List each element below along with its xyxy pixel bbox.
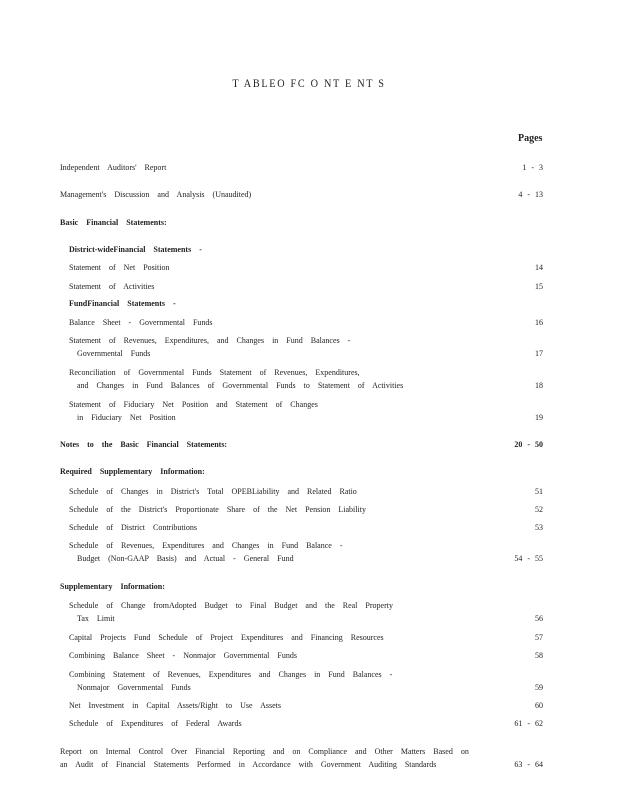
toc-entry-page: 14	[535, 263, 543, 272]
toc-entry-label: Statement of Net Position	[69, 263, 170, 272]
toc-entry-page: 1 - 3	[522, 163, 543, 172]
toc-entry-page: 56	[535, 614, 543, 623]
toc-entry-label: FundFinancial Statements -	[69, 299, 176, 308]
toc-entry-label: Statement of Revenues, Expenditures, and Changes in Fund Balances -	[69, 336, 351, 345]
toc-entry-page: 57	[535, 633, 543, 642]
toc-entry-page: 4 - 13	[518, 190, 543, 199]
toc-entry-label-continued: Governmental Funds	[77, 349, 151, 358]
toc-entry-page: 58	[535, 651, 543, 660]
toc-entry-page: 16	[535, 318, 543, 327]
toc-entry-label: Reconciliation of Governmental Funds Statement of Revenues, Expenditures,	[69, 368, 360, 377]
toc-entry-page: 59	[535, 683, 543, 692]
toc-entry-label: Schedule of Change fromAdopted Budget to Final Budget and the Real Property	[69, 601, 393, 610]
toc-entry-label: Statement of Fiduciary Net Position and Statement of Changes	[69, 400, 318, 409]
toc-entry-label: Capital Projects Fund Schedule of Project Expenditures and Financing Resources	[69, 633, 384, 642]
toc-entry-page: 60	[535, 701, 543, 710]
toc-entry-label: Statement of Activities	[69, 282, 155, 291]
toc-entry-label-continued: Nonmajor Governmental Funds	[77, 683, 191, 692]
toc-entry-label: Management's Discussion and Analysis (Unaudited)	[60, 190, 252, 199]
toc-entry-label: Combining Statement of Revenues, Expenditures and Changes in Fund Balances -	[69, 670, 393, 679]
toc-entry-label-continued: Budget (Non-GAAP Basis) and Actual - General Fund	[77, 554, 294, 563]
page-title: T ABLEO FC O NT E NT S	[232, 76, 386, 90]
toc-entry-label: District-wideFinancial Statements -	[69, 245, 202, 254]
toc-entry-label: Schedule of Revenues, Expenditures and Changes in Fund Balance -	[69, 541, 343, 550]
toc-entry-page: 54 - 55	[514, 554, 543, 563]
toc-entry-label: Schedule of the District's Proportionate Share of the Net Pension Liability	[69, 505, 366, 514]
toc-entry-label-continued: Tax Limit	[77, 614, 115, 623]
toc-entry-page: 51	[535, 487, 543, 496]
toc-entry-page: 17	[535, 349, 543, 358]
toc-entry-page: 52	[535, 505, 543, 514]
toc-entry-label: Combining Balance Sheet - Nonmajor Governmental Funds	[69, 651, 297, 660]
toc-entry-page: 61 - 62	[514, 719, 543, 728]
toc-entry-label: Supplementary Information:	[60, 582, 165, 591]
toc-entry-page: 20 - 50	[514, 440, 543, 449]
toc-entry-label: Required Supplementary Information:	[60, 467, 205, 476]
toc-entry-label: Schedule of Expenditures of Federal Awards	[69, 719, 242, 728]
toc-entry-label-continued: and Changes in Fund Balances of Governmental Funds to Statement of Activities	[77, 381, 404, 390]
toc-entry-label: Notes to the Basic Financial Statements:	[60, 440, 228, 449]
toc-entry-label: Report on Internal Control Over Financial Reporting and on Compliance and Other Matters Based on	[60, 747, 469, 756]
toc-entry-label: Independent Auditors' Report	[60, 163, 167, 172]
toc-entry-label: Schedule of District Contributions	[69, 523, 197, 532]
toc-entry-label: Net Investment in Capital Assets/Right to Use Assets	[69, 701, 281, 710]
toc-entry-page: 15	[535, 282, 543, 291]
toc-entry-label: Balance Sheet - Governmental Funds	[69, 318, 213, 327]
toc-entry-label-continued: in Fiduciary Net Position	[77, 413, 176, 422]
toc-entry-page: 53	[535, 523, 543, 532]
toc-entry-page: 63 - 64	[514, 760, 543, 769]
pages-column-header: Pages	[518, 133, 543, 144]
toc-entry-page: 19	[535, 413, 543, 422]
toc-entry-label: Basic Financial Statements:	[60, 218, 167, 227]
toc-entry-page: 18	[535, 381, 543, 390]
toc-entry-label: Schedule of Changes in District's Total OPEBLiability and Related Ratio	[69, 487, 357, 496]
toc-entry-label-continued: an Audit of Financial Statements Performed in Accordance with Government Auditing Standards	[60, 760, 437, 769]
